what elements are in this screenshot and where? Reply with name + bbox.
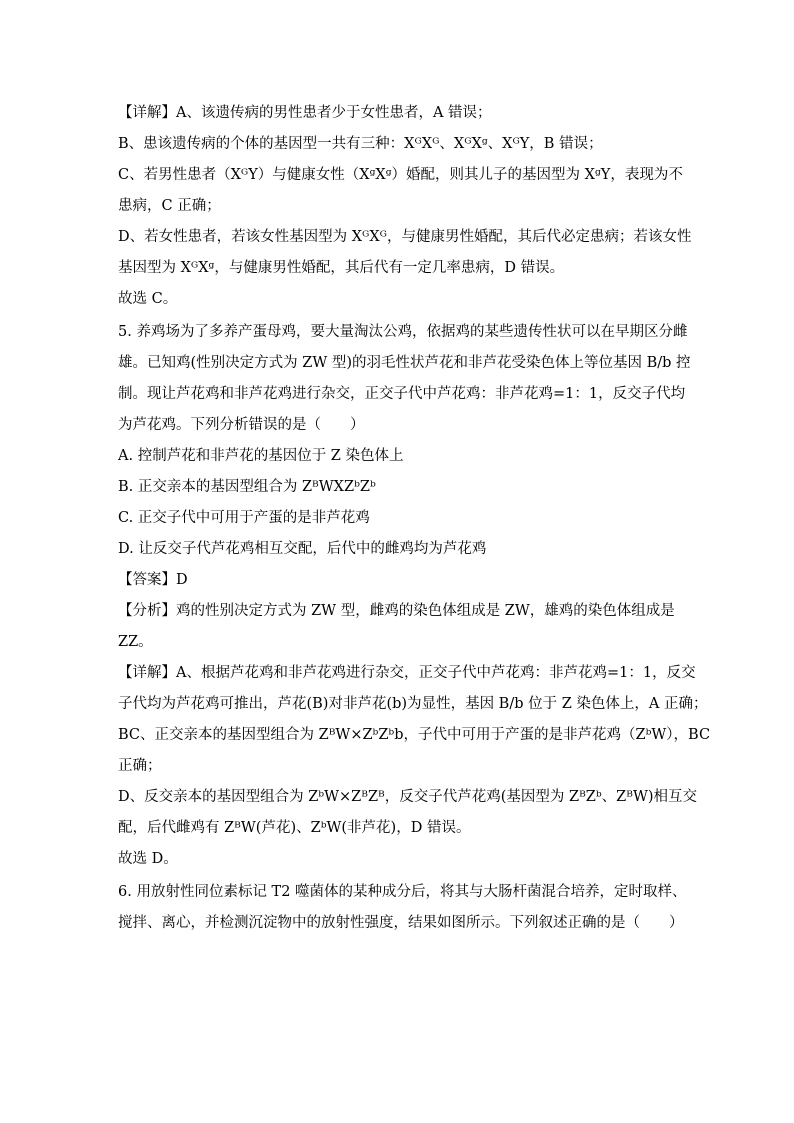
detail-line: BC、正交亲本的基因型组合为 ZᴮW×ZᵇZᵇb，子代中可用于产蛋的是非芦花鸡（ZᵇW），BC [118, 727, 711, 743]
question-text: 雄。已知鸡(性别决定方式为 ZW 型)的羽毛性状芦花和非芦花受染色体上等位基因 B/b 控 [118, 355, 691, 371]
detail-line: 配，后代雌鸡有 ZᴮW(芦花)、ZᵇW(非芦花)，D 错误。 [118, 820, 471, 836]
detail-line: 【详解】A、根据芦花鸡和非芦花鸡进行杂交，正交子代中芦花鸡：非芦花鸡=1：1，反交 [118, 665, 696, 681]
detail-line: 子代均为芦花鸡可推出，芦花(B)对非芦花(b)为显性，基因 B/b 位于 Z 染色体上，A 正确； [118, 696, 708, 712]
text-line: B、患该遗传病的个体的基因型一共有三种：XᴳXᴳ、XᴳXᵍ、XᴳY，B 错误； [118, 136, 603, 152]
analysis-line: ZZ。 [118, 634, 153, 650]
text-line: C、若男性患者（XᴳY）与健康女性（XᵍXᵍ）婚配，则其儿子的基因型为 XᵍY，表现为不 [118, 167, 683, 183]
option-a: A. 控制芦花和非芦花的基因位于 Z 染色体上 [118, 448, 404, 464]
text-line: 故选 C。 [118, 291, 178, 307]
answer-line: 【答案】D [118, 572, 188, 588]
text-line: 患病，C 正确； [118, 198, 221, 214]
detail-line: 正确； [118, 758, 162, 774]
option-b: B. 正交亲本的基因型组合为 ZᴮWXZᵇZᵇ [118, 479, 376, 495]
detail-line: D、反交亲本的基因型组合为 ZᵇW×ZᴮZᴮ，反交子代芦花鸡(基因型为 ZᴮZᵇ、ZᴮW)相互交 [118, 789, 698, 805]
question-text: 5. 养鸡场为了多养产蛋母鸡，要大量淘汰公鸡，依据鸡的某些遗传性状可以在早期区分雌 [118, 324, 688, 340]
option-d: D. 让反交子代芦花鸡相互交配，后代中的雌鸡均为芦花鸡 [118, 541, 487, 557]
option-c: C. 正交子代中可用于产蛋的是非芦花鸡 [118, 510, 370, 526]
question-text: 6. 用放射性同位素标记 T2 噬菌体的某种成分后，将其与大肠杆菌混合培养，定时取样、 [118, 884, 687, 900]
text-line: 【详解】A、该遗传病的男性患者少于女性患者，A 错误； [118, 105, 492, 121]
conclusion-line: 故选 D。 [118, 851, 178, 867]
analysis-line: 【分析】鸡的性别决定方式为 ZW 型，雌鸡的染色体组成是 ZW，雄鸡的染色体组成是 [118, 603, 675, 619]
question-text: 搅拌、离心，并检测沉淀物中的放射性强度，结果如图所示。下列叙述正确的是（ ） [118, 915, 684, 931]
question-text: 制。现让芦花鸡和非芦花鸡进行杂交，正交子代中芦花鸡：非芦花鸡=1：1，反交子代均 [118, 386, 686, 402]
text-line: 基因型为 XᴳXᵍ，与健康男性婚配，其后代有一定几率患病，D 错误。 [118, 260, 565, 276]
question-text: 为芦花鸡。下列分析错误的是（ ） [118, 417, 365, 433]
text-line: D、若女性患者，若该女性基因型为 XᴳXᴳ，与健康男性婚配，其后代必定患病；若该女性 [118, 229, 692, 245]
